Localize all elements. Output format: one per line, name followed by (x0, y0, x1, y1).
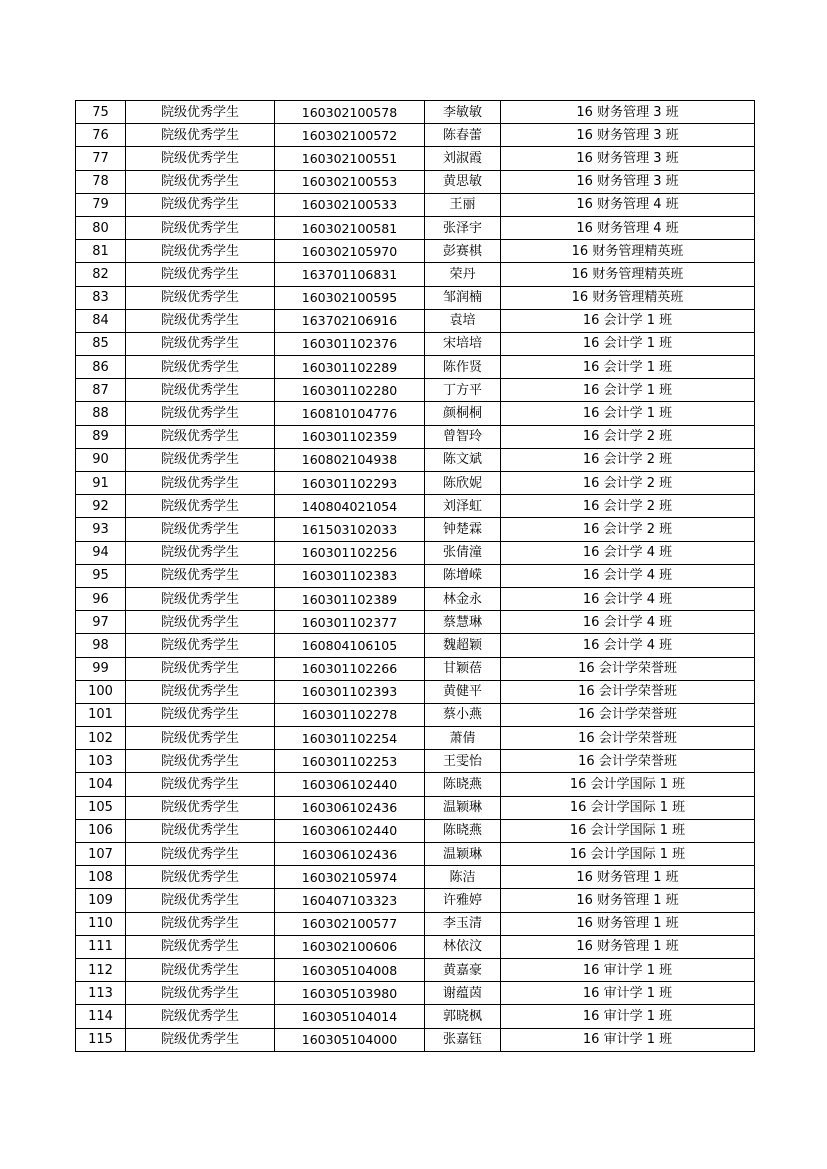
award-type: 院级优秀学生 (126, 587, 275, 610)
class-name: 16 会计学 2 班 (501, 518, 755, 541)
table-row (76, 101, 755, 124)
student-id: 160302100577 (275, 912, 425, 935)
class-name: 16 财务管理 1 班 (501, 935, 755, 958)
award-type: 院级优秀学生 (126, 703, 275, 726)
student-name: 蔡慧琳 (425, 611, 501, 634)
student-id: 160301102376 (275, 332, 425, 355)
award-type: 院级优秀学生 (126, 958, 275, 981)
row-number: 86 (76, 356, 126, 379)
table-row (76, 1005, 755, 1028)
student-name: 曾智玲 (425, 425, 501, 448)
student-id: 160301102359 (275, 425, 425, 448)
class-name: 16 会计学 2 班 (501, 448, 755, 471)
class-name: 16 会计学荣誉班 (501, 727, 755, 750)
row-number: 77 (76, 147, 126, 170)
award-type: 院级优秀学生 (126, 889, 275, 912)
student-id: 160802104938 (275, 448, 425, 471)
award-type: 院级优秀学生 (126, 843, 275, 866)
class-name: 16 会计学 1 班 (501, 402, 755, 425)
table-row (76, 147, 755, 170)
student-name: 陈欣妮 (425, 472, 501, 495)
row-number: 78 (76, 170, 126, 193)
student-name: 丁方平 (425, 379, 501, 402)
student-name: 陈春蕾 (425, 124, 501, 147)
student-name: 王雯怡 (425, 750, 501, 773)
award-type: 院级优秀学生 (126, 472, 275, 495)
student-name: 陈文斌 (425, 448, 501, 471)
award-type: 院级优秀学生 (126, 819, 275, 842)
table-row (76, 773, 755, 796)
class-name: 16 财务管理 4 班 (501, 193, 755, 216)
award-type: 院级优秀学生 (126, 657, 275, 680)
class-name: 16 会计学 4 班 (501, 634, 755, 657)
student-name: 陈增嵘 (425, 564, 501, 587)
award-type: 院级优秀学生 (126, 541, 275, 564)
table-row (76, 889, 755, 912)
class-name: 16 审计学 1 班 (501, 1005, 755, 1028)
award-type: 院级优秀学生 (126, 101, 275, 124)
student-name: 宋培培 (425, 332, 501, 355)
row-number: 82 (76, 263, 126, 286)
student-name: 温颖琳 (425, 843, 501, 866)
award-type: 院级优秀学生 (126, 147, 275, 170)
student-id: 160302100533 (275, 193, 425, 216)
class-name: 16 财务管理精英班 (501, 240, 755, 263)
student-name: 刘泽虹 (425, 495, 501, 518)
student-id: 160301102266 (275, 657, 425, 680)
award-type: 院级优秀学生 (126, 912, 275, 935)
student-name: 郭晓枫 (425, 1005, 501, 1028)
class-name: 16 财务管理 3 班 (501, 170, 755, 193)
row-number: 111 (76, 935, 126, 958)
row-number: 89 (76, 425, 126, 448)
row-number: 115 (76, 1028, 126, 1051)
class-name: 16 会计学国际 1 班 (501, 843, 755, 866)
class-name: 16 会计学国际 1 班 (501, 773, 755, 796)
student-name: 蔡小燕 (425, 703, 501, 726)
student-name: 张嘉钰 (425, 1028, 501, 1051)
class-name: 16 财务管理 1 班 (501, 866, 755, 889)
table-row (76, 657, 755, 680)
student-name: 袁培 (425, 309, 501, 332)
student-name: 林依汶 (425, 935, 501, 958)
table-row (76, 193, 755, 216)
class-name: 16 会计学 2 班 (501, 425, 755, 448)
award-type: 院级优秀学生 (126, 866, 275, 889)
row-number: 81 (76, 240, 126, 263)
class-name: 16 审计学 1 班 (501, 958, 755, 981)
table-row (76, 216, 755, 239)
award-type: 院级优秀学生 (126, 982, 275, 1005)
table-row (76, 750, 755, 773)
class-name: 16 会计学国际 1 班 (501, 819, 755, 842)
class-name: 16 会计学 4 班 (501, 587, 755, 610)
table-row (76, 472, 755, 495)
student-name: 钟楚霖 (425, 518, 501, 541)
class-name: 16 会计学荣誉班 (501, 680, 755, 703)
award-type: 院级优秀学生 (126, 564, 275, 587)
student-id: 163701106831 (275, 263, 425, 286)
row-number: 99 (76, 657, 126, 680)
class-name: 16 财务管理 3 班 (501, 147, 755, 170)
award-type: 院级优秀学生 (126, 286, 275, 309)
table-row (76, 124, 755, 147)
row-number: 107 (76, 843, 126, 866)
row-number: 112 (76, 958, 126, 981)
award-type: 院级优秀学生 (126, 796, 275, 819)
student-name: 彭赛棋 (425, 240, 501, 263)
student-name: 萧倩 (425, 727, 501, 750)
row-number: 83 (76, 286, 126, 309)
table-row (76, 425, 755, 448)
row-number: 104 (76, 773, 126, 796)
row-number: 95 (76, 564, 126, 587)
student-id: 160810104776 (275, 402, 425, 425)
student-id: 140804021054 (275, 495, 425, 518)
student-name: 李玉清 (425, 912, 501, 935)
student-id: 160301102254 (275, 727, 425, 750)
row-number: 87 (76, 379, 126, 402)
class-name: 16 财务管理 3 班 (501, 124, 755, 147)
student-name: 谢蕴茵 (425, 982, 501, 1005)
class-name: 16 会计学 4 班 (501, 611, 755, 634)
table-row (76, 819, 755, 842)
table-row (76, 495, 755, 518)
award-type: 院级优秀学生 (126, 448, 275, 471)
row-number: 80 (76, 216, 126, 239)
student-id: 160301102278 (275, 703, 425, 726)
row-number: 91 (76, 472, 126, 495)
table-row (76, 634, 755, 657)
table-row (76, 240, 755, 263)
award-type: 院级优秀学生 (126, 680, 275, 703)
award-list-body (76, 101, 755, 1052)
student-id: 160302100553 (275, 170, 425, 193)
row-number: 92 (76, 495, 126, 518)
class-name: 16 会计学荣誉班 (501, 657, 755, 680)
class-name: 16 会计学国际 1 班 (501, 796, 755, 819)
table-row (76, 982, 755, 1005)
award-type: 院级优秀学生 (126, 935, 275, 958)
table-row (76, 611, 755, 634)
student-name: 李敏敏 (425, 101, 501, 124)
award-type: 院级优秀学生 (126, 216, 275, 239)
student-id: 160302105970 (275, 240, 425, 263)
class-name: 16 财务管理 1 班 (501, 912, 755, 935)
student-id: 160306102436 (275, 843, 425, 866)
award-type: 院级优秀学生 (126, 495, 275, 518)
row-number: 76 (76, 124, 126, 147)
table-row (76, 332, 755, 355)
row-number: 79 (76, 193, 126, 216)
class-name: 16 财务管理精英班 (501, 263, 755, 286)
table-row (76, 866, 755, 889)
table-row (76, 796, 755, 819)
row-number: 114 (76, 1005, 126, 1028)
table-row (76, 263, 755, 286)
row-number: 110 (76, 912, 126, 935)
student-id: 160302100581 (275, 216, 425, 239)
award-type: 院级优秀学生 (126, 425, 275, 448)
table-row (76, 356, 755, 379)
table-row (76, 448, 755, 471)
student-name: 陈作贤 (425, 356, 501, 379)
student-name: 黄健平 (425, 680, 501, 703)
student-id: 160407103323 (275, 889, 425, 912)
award-type: 院级优秀学生 (126, 518, 275, 541)
row-number: 75 (76, 101, 126, 124)
student-id: 160301102256 (275, 541, 425, 564)
student-id: 160302100595 (275, 286, 425, 309)
table-row (76, 680, 755, 703)
student-name: 张泽宇 (425, 216, 501, 239)
row-number: 101 (76, 703, 126, 726)
row-number: 109 (76, 889, 126, 912)
award-type: 院级优秀学生 (126, 356, 275, 379)
table-row (76, 935, 755, 958)
student-id: 160302105974 (275, 866, 425, 889)
student-name: 陈晓燕 (425, 773, 501, 796)
row-number: 113 (76, 982, 126, 1005)
award-type: 院级优秀学生 (126, 1028, 275, 1051)
award-type: 院级优秀学生 (126, 240, 275, 263)
award-list-table (75, 100, 755, 1052)
award-type: 院级优秀学生 (126, 263, 275, 286)
student-id: 160301102253 (275, 750, 425, 773)
award-type: 院级优秀学生 (126, 124, 275, 147)
table-row (76, 379, 755, 402)
class-name: 16 会计学 1 班 (501, 332, 755, 355)
student-id: 160306102440 (275, 773, 425, 796)
student-id: 163702106916 (275, 309, 425, 332)
student-id: 160302100572 (275, 124, 425, 147)
student-name: 邹润楠 (425, 286, 501, 309)
table-row (76, 727, 755, 750)
student-id: 160306102436 (275, 796, 425, 819)
row-number: 85 (76, 332, 126, 355)
table-row (76, 286, 755, 309)
class-name: 16 会计学 1 班 (501, 356, 755, 379)
student-id: 160301102293 (275, 472, 425, 495)
row-number: 100 (76, 680, 126, 703)
class-name: 16 会计学荣誉班 (501, 750, 755, 773)
table-row (76, 587, 755, 610)
row-number: 97 (76, 611, 126, 634)
award-type: 院级优秀学生 (126, 727, 275, 750)
row-number: 90 (76, 448, 126, 471)
class-name: 16 审计学 1 班 (501, 982, 755, 1005)
student-id: 161503102033 (275, 518, 425, 541)
student-name: 陈晓燕 (425, 819, 501, 842)
row-number: 106 (76, 819, 126, 842)
student-id: 160305104000 (275, 1028, 425, 1051)
student-id: 160301102377 (275, 611, 425, 634)
student-name: 许雅婷 (425, 889, 501, 912)
student-id: 160301102383 (275, 564, 425, 587)
award-type: 院级优秀学生 (126, 193, 275, 216)
class-name: 16 会计学 2 班 (501, 495, 755, 518)
student-name: 张倩潼 (425, 541, 501, 564)
row-number: 98 (76, 634, 126, 657)
award-type: 院级优秀学生 (126, 309, 275, 332)
row-number: 88 (76, 402, 126, 425)
student-id: 160301102280 (275, 379, 425, 402)
student-id: 160305104014 (275, 1005, 425, 1028)
student-id: 160301102393 (275, 680, 425, 703)
class-name: 16 会计学 2 班 (501, 472, 755, 495)
student-id: 160305103980 (275, 982, 425, 1005)
row-number: 105 (76, 796, 126, 819)
award-type: 院级优秀学生 (126, 379, 275, 402)
class-name: 16 财务管理精英班 (501, 286, 755, 309)
student-id: 160306102440 (275, 819, 425, 842)
class-name: 16 财务管理 3 班 (501, 101, 755, 124)
award-type: 院级优秀学生 (126, 1005, 275, 1028)
class-name: 16 会计学荣誉班 (501, 703, 755, 726)
student-id: 160305104008 (275, 958, 425, 981)
table-row (76, 309, 755, 332)
student-name: 刘淑霞 (425, 147, 501, 170)
award-type: 院级优秀学生 (126, 611, 275, 634)
row-number: 84 (76, 309, 126, 332)
student-name: 荣丹 (425, 263, 501, 286)
table-row (76, 541, 755, 564)
student-name: 魏超颖 (425, 634, 501, 657)
row-number: 94 (76, 541, 126, 564)
table-row (76, 912, 755, 935)
class-name: 16 会计学 1 班 (501, 379, 755, 402)
student-name: 黄嘉豪 (425, 958, 501, 981)
table-row (76, 843, 755, 866)
table-row (76, 1028, 755, 1051)
award-type: 院级优秀学生 (126, 170, 275, 193)
student-id: 160804106105 (275, 634, 425, 657)
table-row (76, 958, 755, 981)
class-name: 16 会计学 4 班 (501, 541, 755, 564)
student-id: 160301102289 (275, 356, 425, 379)
student-name: 甘颖蓓 (425, 657, 501, 680)
student-name: 王丽 (425, 193, 501, 216)
student-id: 160302100551 (275, 147, 425, 170)
table-row (76, 170, 755, 193)
student-id: 160301102389 (275, 587, 425, 610)
class-name: 16 会计学 1 班 (501, 309, 755, 332)
class-name: 16 会计学 4 班 (501, 564, 755, 587)
class-name: 16 财务管理 4 班 (501, 216, 755, 239)
student-id: 160302100578 (275, 101, 425, 124)
row-number: 96 (76, 587, 126, 610)
award-type: 院级优秀学生 (126, 750, 275, 773)
row-number: 93 (76, 518, 126, 541)
table-row (76, 518, 755, 541)
table-row (76, 564, 755, 587)
class-name: 16 审计学 1 班 (501, 1028, 755, 1051)
student-name: 温颖琳 (425, 796, 501, 819)
row-number: 102 (76, 727, 126, 750)
class-name: 16 财务管理 1 班 (501, 889, 755, 912)
row-number: 103 (76, 750, 126, 773)
award-type: 院级优秀学生 (126, 332, 275, 355)
student-name: 颜桐桐 (425, 402, 501, 425)
table-row (76, 402, 755, 425)
award-type: 院级优秀学生 (126, 402, 275, 425)
student-name: 陈洁 (425, 866, 501, 889)
row-number: 108 (76, 866, 126, 889)
award-type: 院级优秀学生 (126, 634, 275, 657)
student-name: 黄思敏 (425, 170, 501, 193)
award-type: 院级优秀学生 (126, 773, 275, 796)
student-id: 160302100606 (275, 935, 425, 958)
student-name: 林金永 (425, 587, 501, 610)
table-row (76, 703, 755, 726)
